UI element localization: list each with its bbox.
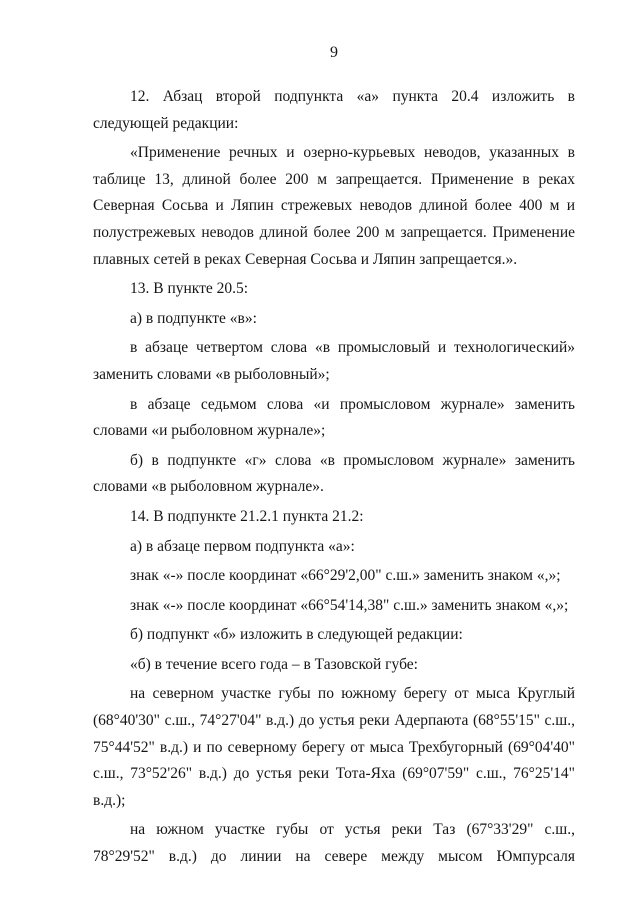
- paragraph-sign-change-2: знак «-» после координат «66°54'14,38" с.ш.» заменить знаком «,»;: [130, 596, 569, 614]
- paragraph-south-section: на южном участке губы от устья реки Таз (67°33'29" с.ш., 78°29'52" в.д.) до линии на севере между мысом Юмпурсаля: [93, 821, 575, 866]
- paragraph-subitem-b: б) в подпункте «г» слова «в промысловом журнале» заменить словами «в рыболовном журнале».: [93, 451, 575, 496]
- paragraph-item-13: 13. В пункте 20.5:: [130, 280, 249, 298]
- paragraph-north-section: на северном участке губы по южному берегу от мыса Круглый (68°40'30" с.ш., 74°27'04" в.д.) до устья реки Адерпаюта (68°55'15" с.ш., 75°44'52" в.д.) и по северному берегу от мыса Трехбугорный (69°04'40" с.ш., 73°52'26" в.д.) до устья реки Тота-Яха (69°07'59" с.ш., 76°25'14" в.д.);: [93, 685, 575, 809]
- paragraph-taz-bay-intro: «б) в течение всего года – в Тазовской губе:: [130, 655, 418, 673]
- paragraph-fourth-abzac: в абзаце четвертом слова «в промысловый и технологический» заменить словами «в рыболовный»;: [93, 339, 575, 383]
- paragraph-seventh-abzac: в абзаце седьмом слова «и промысловом журнале» заменить словами «и рыболовном журнале»;: [93, 395, 575, 440]
- paragraph-quoted-text: «Применение речных и озерно-курьевых неводов, указанных в таблице 13, длиной более 200 м запрещается. Применение в реках Северная Сосьва и Ляпин стрежевых неводов длиной более 400 м и полустрежевых неводов длиной более 200 м запрещается. Применение плавных сетей в реках Северная Сосьва и Ляпин запрещается.».: [93, 144, 575, 268]
- paragraph-subitem-a: а) в подпункте «в»:: [130, 309, 257, 327]
- paragraph-item-14: 14. В подпункте 21.2.1 пункта 21.2:: [130, 507, 364, 525]
- paragraph-subitem-a-first: а) в абзаце первом подпункта «а»:: [130, 537, 355, 555]
- paragraph-sign-change-1: знак «-» после координат «66°29'2,00" с.ш.» заменить знаком «,»;: [130, 567, 561, 585]
- page-number: 9: [330, 44, 338, 61]
- paragraph-subitem-b-new: б) подпункт «б» изложить в следующей редакции:: [130, 626, 463, 644]
- paragraph-item-12: 12. Абзац второй подпункта «а» пункта 20.4 изложить в следующей редакции:: [93, 88, 575, 132]
- document-body: [93, 84, 575, 871]
